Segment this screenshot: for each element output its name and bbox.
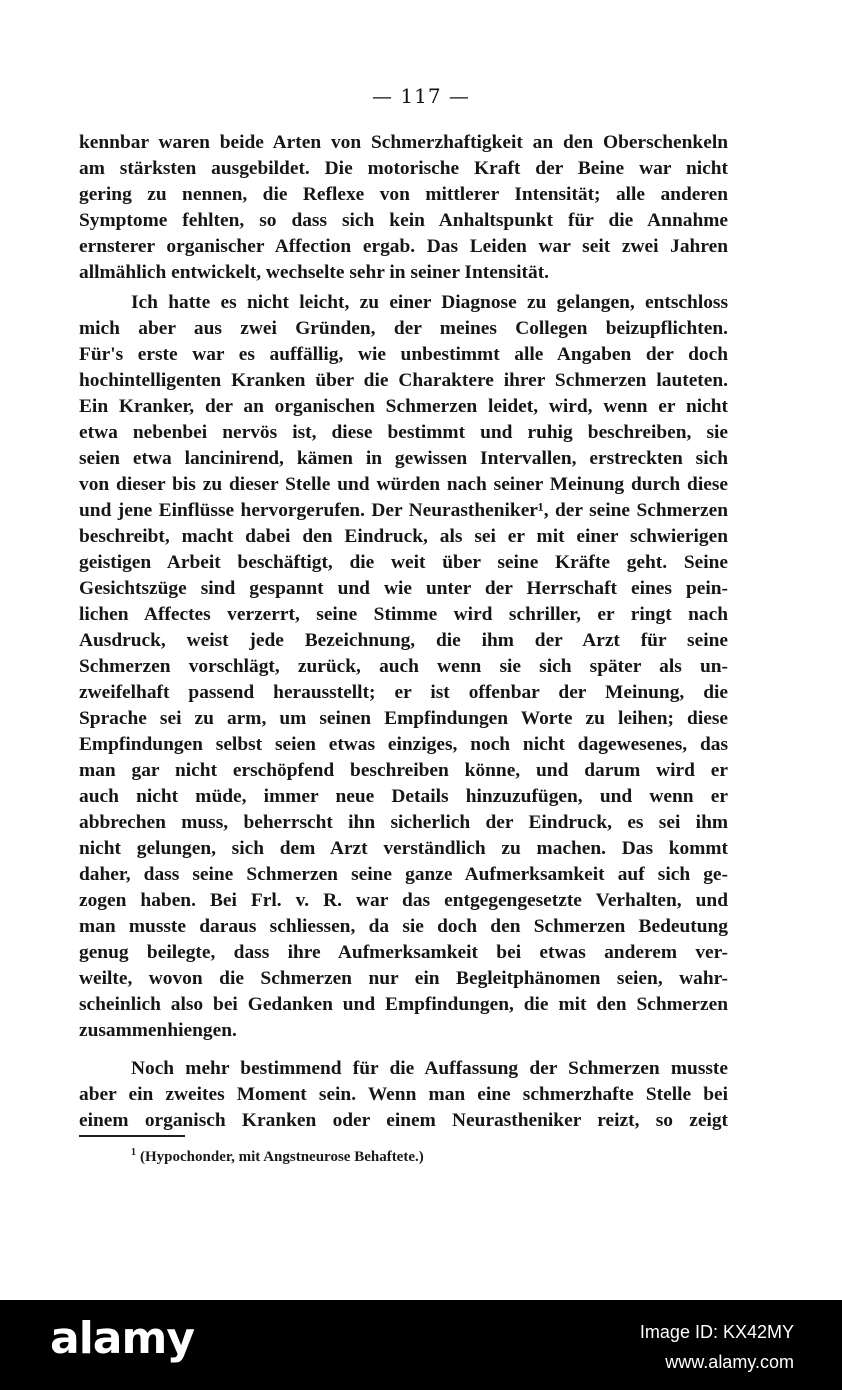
text-line: Für's erste war es auffällig, wie unbestimmt alle Angaben der doch: [79, 344, 728, 365]
image-id-label: Image ID: KX42MY: [639, 1322, 794, 1342]
text-line: und jene Einflüsse hervorgerufen. Der Neurastheniker¹, der seine Schmerzen: [79, 500, 728, 521]
text-line: Gesichtszüge sind gespannt und wie unter der Herrschaft eines pein-: [79, 578, 728, 599]
text-line: Symptome fehlten, so dass sich kein Anhaltspunkt für die Annahme: [79, 210, 728, 231]
text-line: allmählich entwickelt, wechselte sehr in seiner Intensität.: [79, 262, 550, 283]
text-line: hochintelligenten Kranken über die Charaktere ihrer Schmerzen lauteten.: [79, 370, 728, 391]
text-line: scheinlich also bei Gedanken und Empfindungen, die mit den Schmerzen: [79, 994, 728, 1015]
watermark-banner: [0, 1300, 842, 1390]
text-line: nicht gelungen, sich dem Arzt verständlich zu machen. Das kommt: [79, 838, 728, 859]
text-line: genug beilegte, dass ihre Aufmerksamkeit bei etwas anderem ver-: [79, 942, 728, 963]
text-line: Noch mehr bestimmend für die Auffassung der Schmerzen musste: [131, 1058, 728, 1079]
text-line: Empfindungen selbst seien etwas einziges, noch nicht dagewesenes, das: [79, 734, 728, 755]
text-line: Ein Kranker, der an organischen Schmerzen leidet, wird, wenn er nicht: [79, 396, 728, 417]
text-line: mich aber aus zwei Gründen, der meines Collegen beizupflichten.: [79, 318, 728, 339]
text-line: kennbar waren beide Arten von Schmerzhaftigkeit an den Oberschenkeln: [79, 132, 728, 153]
footnote: [131, 1142, 424, 1164]
text-line: gering zu nennen, die Reflexe von mittlerer Intensität; alle anderen: [79, 184, 728, 205]
text-line: Ich hatte es nicht leicht, zu einer Diagnose zu gelangen, entschloss: [131, 292, 728, 313]
text-line: man musste daraus schliessen, da sie doch den Schmerzen Bedeutung: [79, 916, 728, 937]
text-line: Schmerzen vorschlägt, zurück, auch wenn sie sich später als un-: [79, 656, 728, 677]
text-line: Ausdruck, weist jede Bezeichnung, die ihm der Arzt für seine: [79, 630, 728, 651]
text-line: Sprache sei zu arm, um seinen Empfindungen Worte zu leihen; diese: [79, 708, 728, 729]
text-line: einem organisch Kranken oder einem Neurastheniker reizt, so zeigt: [79, 1110, 728, 1131]
text-line: etwa nebenbei nervös ist, diese bestimmt und ruhig beschreiben, sie: [79, 422, 728, 443]
text-line: abbrechen muss, beherrscht ihn sicherlich der Eindruck, es sei ihm: [79, 812, 728, 833]
text-line: zweifelhaft passend herausstellt; er ist offenbar der Meinung, die: [79, 682, 728, 703]
text-line: weilte, wovon die Schmerzen nur ein Begleitphänomen seien, wahr-: [79, 968, 728, 989]
text-line: beschreibt, macht dabei den Eindruck, als sei er mit einer schwierigen: [79, 526, 728, 547]
text-line: daher, dass seine Schmerzen seine ganze Aufmerksamkeit auf sich ge-: [79, 864, 728, 885]
text-line: von dieser bis zu dieser Stelle und würden nach seiner Meinung durch diese: [79, 474, 728, 495]
text-line: am stärksten ausgebildet. Die motorische Kraft der Beine war nicht: [79, 158, 728, 179]
underline-mark: [79, 1135, 185, 1137]
text-line: seien etwa lancinirend, kämen in gewissen Intervallen, erstreckten sich: [79, 448, 728, 469]
text-line: geistigen Arbeit beschäftigt, die weit über seine Kräfte geht. Seine: [79, 552, 728, 573]
footnote-text: (Hypochonder, mit Angstneurose Behaftete.): [140, 1149, 424, 1165]
text-line: man gar nicht erschöpfend beschreiben könne, und darum wird er: [79, 760, 728, 781]
watermark-logo: alamy: [50, 1313, 194, 1364]
site-url-label: www.alamy.com: [665, 1352, 794, 1372]
text-line: ernsterer organischer Affection ergab. Das Leiden war seit zwei Jahren: [79, 236, 728, 257]
footnote-mark: 1: [131, 1147, 136, 1158]
text-line: zusammenhiengen.: [79, 1020, 237, 1041]
page-number: — 117 —: [372, 84, 470, 108]
text-line: lichen Affectes verzerrt, seine Stimme wird schriller, er ringt nach: [79, 604, 728, 625]
text-line: aber ein zweites Moment sein. Wenn man eine schmerzhafte Stelle bei: [79, 1084, 728, 1105]
text-line: auch nicht müde, immer neue Details hinzuzufügen, und wenn er: [79, 786, 728, 807]
text-line: zogen haben. Bei Frl. v. R. war das entgegengesetzte Verhalten, und: [79, 890, 728, 911]
